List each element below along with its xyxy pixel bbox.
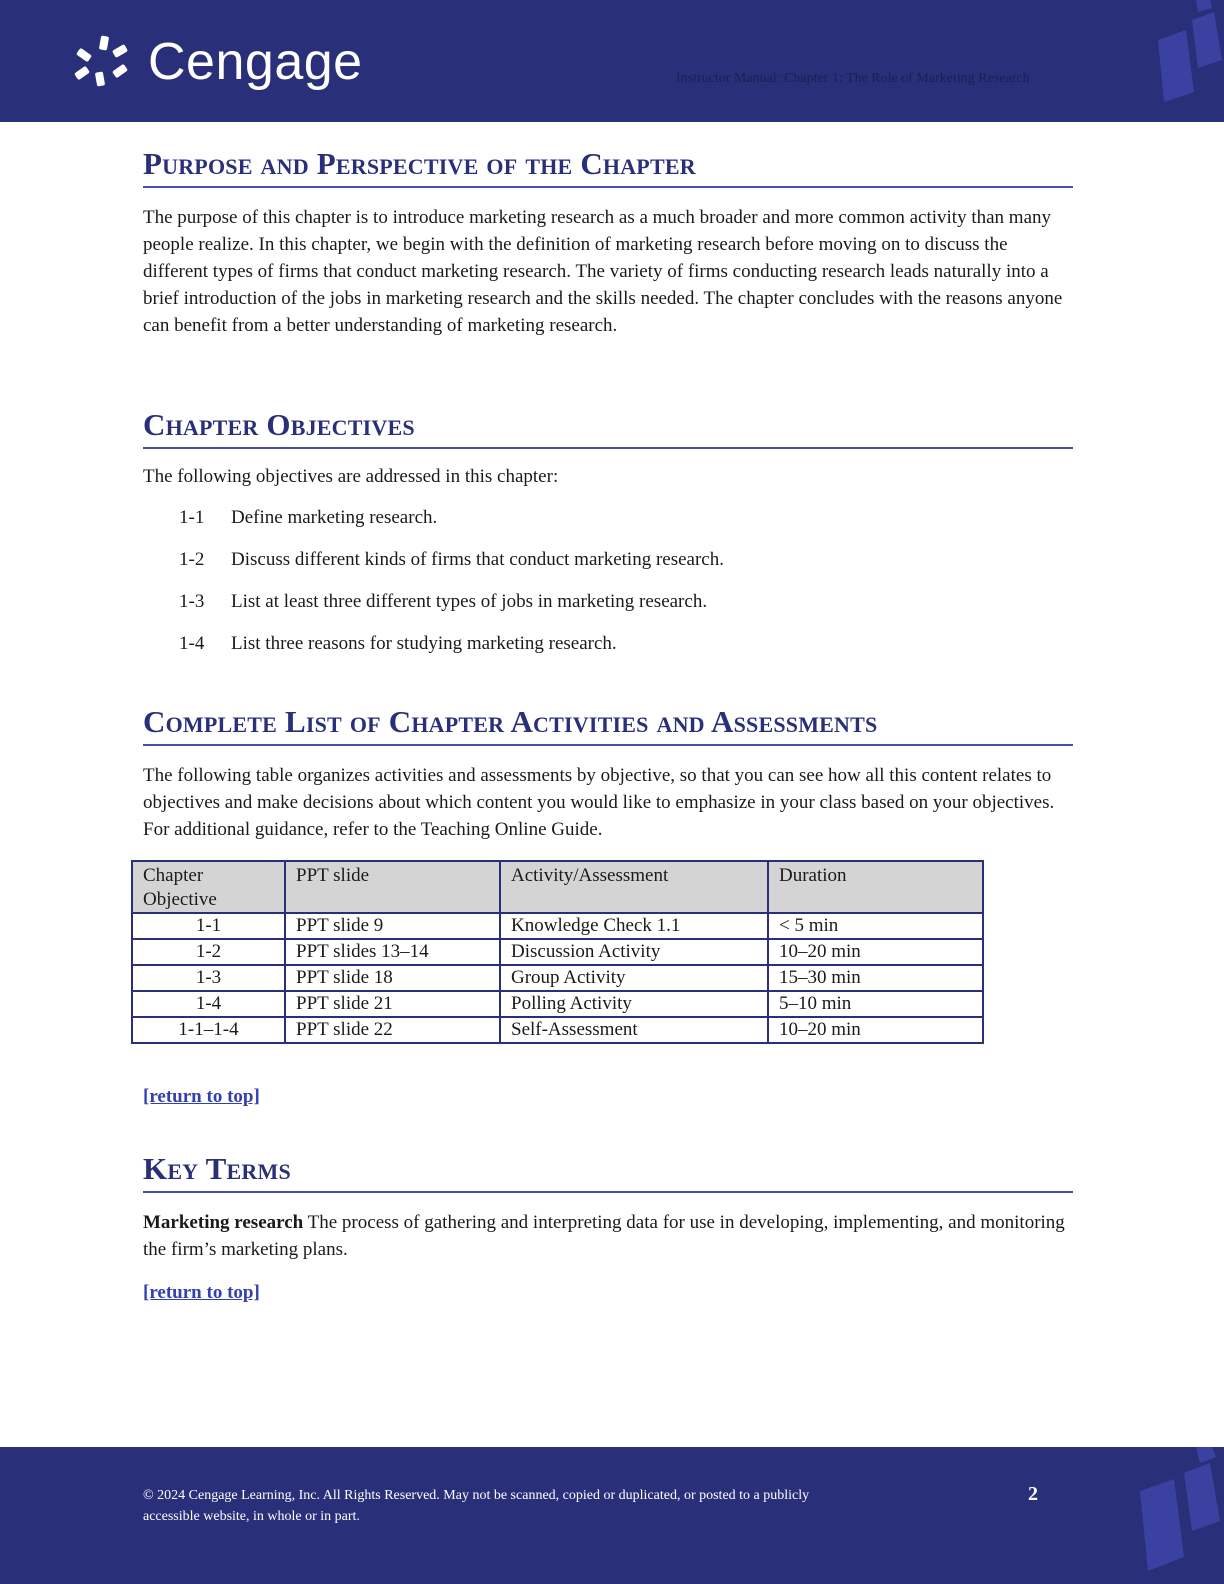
objective-text: List three reasons for studying marketing research. [231, 633, 617, 655]
table-cell: 1-3 [132, 965, 285, 991]
brand-name: Cengage [148, 33, 363, 91]
objectives-heading: Chapter Objectives [143, 406, 1073, 449]
table-cell: 1-1–1-4 [132, 1017, 285, 1043]
table-cell: Self-Assessment [500, 1017, 768, 1043]
table-row [132, 991, 983, 1017]
cengage-logo-icon [74, 34, 136, 90]
table-row [132, 965, 983, 991]
column-header: Chapter Objective [132, 861, 285, 913]
return-to-top-link[interactable]: [return to top] [143, 1282, 260, 1303]
purpose-body: The purpose of this chapter is to introduce marketing research as a much broader and more common activity than many people realize. In this chapter, we begin with the definition of marketing research before moving on to discuss the different types of firms that conduct marketing research. The variety of firms conducting research leads naturally into a brief introduction of the jobs in marketing research and the skills needed. The chapter concludes with the reasons anyone can benefit from a better understanding of marketing research. [143, 207, 1063, 337]
key-terms-section [143, 1150, 1073, 1263]
table-cell: Knowledge Check 1.1 [500, 913, 768, 939]
decorative-shapes-icon [1140, 0, 1224, 122]
column-header: Activity/Assessment [500, 861, 768, 913]
table-cell: 10–20 min [768, 939, 983, 965]
table-row [132, 1017, 983, 1043]
table-cell: PPT slides 13–14 [285, 939, 500, 965]
return-to-top-link[interactable]: [return to top] [143, 1086, 260, 1107]
table-cell: 1-2 [132, 939, 285, 965]
table-row [132, 939, 983, 965]
table-cell: < 5 min [768, 913, 983, 939]
table-cell: PPT slide 9 [285, 913, 500, 939]
objective-number: 1-1 [179, 507, 205, 529]
list-item [143, 504, 1073, 531]
purpose-section [143, 145, 1073, 339]
header-title: Instructor Manual: Chapter 1: The Role of Marketing Research [676, 71, 1030, 86]
page-footer [0, 1447, 1224, 1584]
table-row [132, 913, 983, 939]
table-cell: Polling Activity [500, 991, 768, 1017]
objective-text: Discuss different kinds of firms that conduct marketing research. [231, 549, 724, 571]
table-header-row [132, 861, 983, 913]
table-cell: PPT slide 18 [285, 965, 500, 991]
table-cell: 15–30 min [768, 965, 983, 991]
key-term-name: Marketing research [143, 1212, 304, 1234]
table-cell: 10–20 min [768, 1017, 983, 1043]
objective-text: List at least three different types of jobs in marketing research. [231, 591, 708, 613]
table-cell: 1-1 [132, 913, 285, 939]
column-header: PPT slide [285, 861, 500, 913]
table-cell: PPT slide 22 [285, 1017, 500, 1043]
key-term-definition: The process of gathering and interpreting data for use in developing, implementing, and monitoring the firm’s marketing plans. [143, 1212, 1065, 1261]
activities-table [131, 860, 984, 1044]
cengage-logo [74, 34, 363, 90]
key-term-entry [143, 1209, 1073, 1263]
page-number: 2 [1028, 1483, 1038, 1505]
objective-number: 1-4 [179, 633, 205, 655]
table-cell: Group Activity [500, 965, 768, 991]
objectives-list [143, 504, 1073, 657]
objectives-intro: The following objectives are addressed in this chapter: [143, 466, 559, 488]
column-header: Duration [768, 861, 983, 913]
key-terms-heading: Key Terms [143, 1150, 1073, 1193]
table-cell: PPT slide 21 [285, 991, 500, 1017]
purpose-heading: Purpose and Perspective of the Chapter [143, 145, 1073, 188]
list-item [143, 546, 1073, 573]
activities-heading: Complete List of Chapter Activities and Assessments [143, 703, 1073, 746]
table-cell: 1-4 [132, 991, 285, 1017]
activities-section [143, 703, 1073, 843]
page-header [0, 0, 1224, 122]
list-item [143, 588, 1073, 615]
objective-number: 1-3 [179, 591, 205, 613]
copyright-notice: © 2024 Cengage Learning, Inc. All Rights Reserved. May not be scanned, copied or duplicated, or posted to a publicly accessible website, in whole or in part. [143, 1488, 810, 1524]
decorative-shapes-icon [1130, 1447, 1224, 1584]
activities-intro: The following table organizes activities and assessments by objective, so that you can see how all this content relates to objectives and make decisions about which content you would like to emphasize in your class based on your objectives. For additional guidance, refer to the Teaching Online Guide. [143, 765, 1055, 841]
table-cell: 5–10 min [768, 991, 983, 1017]
list-item [143, 630, 1073, 657]
objective-text: Define marketing research. [231, 507, 438, 529]
table-cell: Discussion Activity [500, 939, 768, 965]
objectives-section [143, 406, 1073, 672]
objective-number: 1-2 [179, 549, 205, 571]
